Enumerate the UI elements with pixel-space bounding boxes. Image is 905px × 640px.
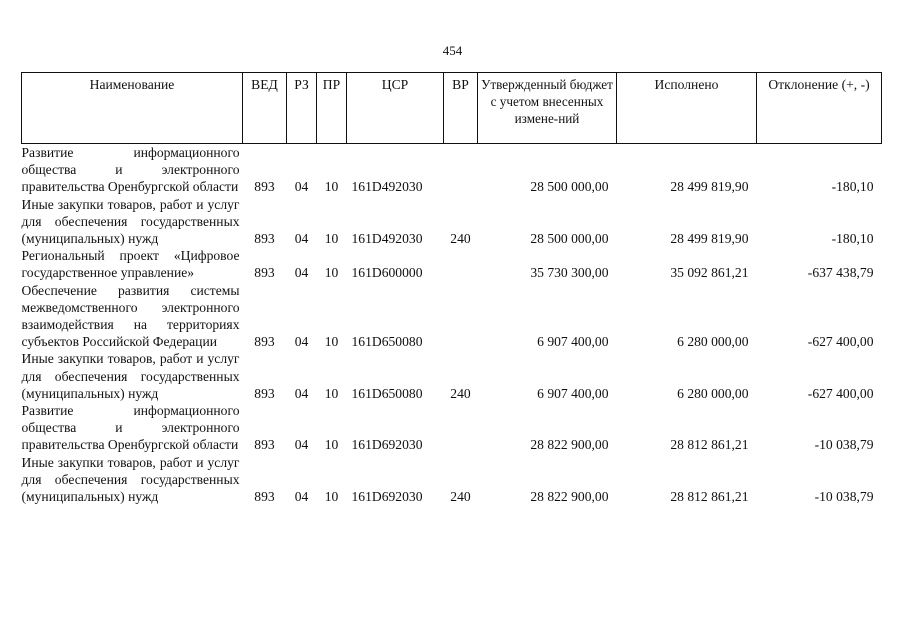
table-row (22, 247, 882, 281)
row-pr: 10 (324, 437, 339, 453)
row-rz: 04 (294, 231, 309, 247)
row-ved: 893 (254, 231, 275, 247)
row-rz: 04 (294, 489, 309, 505)
row-budget: 28 500 000,00 (530, 231, 609, 247)
table-row (22, 402, 882, 454)
table-row (22, 144, 882, 196)
row-budget: 35 730 300,00 (530, 265, 609, 281)
row-pr: 10 (324, 179, 339, 195)
header-deviation: Отклонение (+, -) (757, 73, 882, 144)
row-rz: 04 (294, 385, 309, 401)
row-ved: 893 (254, 334, 275, 350)
budget-execution-table (21, 72, 882, 505)
row-budget: 6 907 400,00 (537, 334, 609, 350)
row-vr (444, 247, 478, 281)
row-name: Развитие информационного общества и электронного правительства Оренбургской области (21, 403, 240, 453)
row-name: Обеспечение развития системы межведомственного электронного взаимодействия на территориях субъектов Российской Федерации (21, 282, 240, 350)
table-row (22, 350, 882, 402)
row-pr: 10 (324, 385, 339, 401)
row-executed: 28 812 861,21 (670, 437, 749, 453)
row-deviation: -10 038,79 (814, 437, 874, 453)
row-csr: 161D692030 (351, 437, 423, 453)
row-rz: 04 (294, 179, 309, 195)
row-budget: 28 822 900,00 (530, 437, 609, 453)
table-row (22, 454, 882, 506)
row-deviation: -627 400,00 (807, 334, 874, 350)
row-ved: 893 (254, 385, 275, 401)
row-deviation: -637 438,79 (807, 265, 874, 281)
header-ved: ВЕД (243, 73, 287, 144)
header-name: Наименование (22, 73, 243, 144)
table-row (22, 282, 882, 351)
row-ved: 893 (254, 265, 275, 281)
row-deviation: -10 038,79 (814, 489, 874, 505)
row-csr: 161D600000 (351, 265, 423, 281)
row-vr: 240 (450, 231, 471, 247)
row-name: Иные закупки товаров, работ и услуг для обеспечения государственных (муниципальных) нужд (21, 196, 240, 247)
row-executed: 28 499 819,90 (670, 179, 749, 195)
row-csr: 161D492030 (351, 231, 423, 247)
row-ved: 893 (254, 179, 275, 195)
row-pr: 10 (324, 489, 339, 505)
row-budget: 28 822 900,00 (530, 489, 609, 505)
row-executed: 6 280 000,00 (677, 334, 749, 350)
row-csr: 161D650080 (351, 334, 423, 350)
row-csr: 161D650080 (351, 385, 423, 401)
table-header (22, 73, 882, 144)
row-rz: 04 (294, 334, 309, 350)
row-deviation: -180,10 (831, 179, 874, 195)
row-name: Развитие информационного общества и электронного правительства Оренбургской области (21, 145, 240, 195)
row-executed: 28 812 861,21 (670, 489, 749, 505)
row-vr (444, 144, 478, 196)
header-rz: РЗ (287, 73, 317, 144)
row-budget: 6 907 400,00 (537, 385, 609, 401)
header-executed: Исполнено (617, 73, 757, 144)
row-executed: 28 499 819,90 (670, 231, 749, 247)
row-pr: 10 (324, 265, 339, 281)
table-row (22, 196, 882, 248)
row-executed: 6 280 000,00 (677, 385, 749, 401)
row-csr: 161D692030 (351, 489, 423, 505)
row-rz: 04 (294, 265, 309, 281)
row-pr: 10 (324, 231, 339, 247)
header-budget: Утвержденный бюджет с учетом внесенных измене-ний (478, 73, 617, 144)
row-vr (444, 402, 478, 454)
row-name: Региональный проект «Цифровое государственное управление» (21, 248, 240, 281)
row-vr (444, 282, 478, 351)
header-csr: ЦСР (347, 73, 444, 144)
header-pr: ПР (317, 73, 347, 144)
row-vr: 240 (450, 385, 471, 401)
row-rz: 04 (294, 437, 309, 453)
row-csr: 161D492030 (351, 179, 423, 195)
row-executed: 35 092 861,21 (670, 265, 749, 281)
header-vr: ВР (444, 73, 478, 144)
row-ved: 893 (254, 489, 275, 505)
page-number: 454 (442, 43, 463, 58)
row-vr: 240 (450, 489, 471, 505)
row-name: Иные закупки товаров, работ и услуг для обеспечения государственных (муниципальных) нужд (21, 351, 240, 401)
row-deviation: -627 400,00 (807, 385, 874, 401)
row-pr: 10 (324, 334, 339, 350)
row-name: Иные закупки товаров, работ и услуг для обеспечения государственных (муниципальных) нужд (21, 454, 240, 505)
row-budget: 28 500 000,00 (530, 179, 609, 195)
row-ved: 893 (254, 437, 275, 453)
row-deviation: -180,10 (831, 231, 874, 247)
